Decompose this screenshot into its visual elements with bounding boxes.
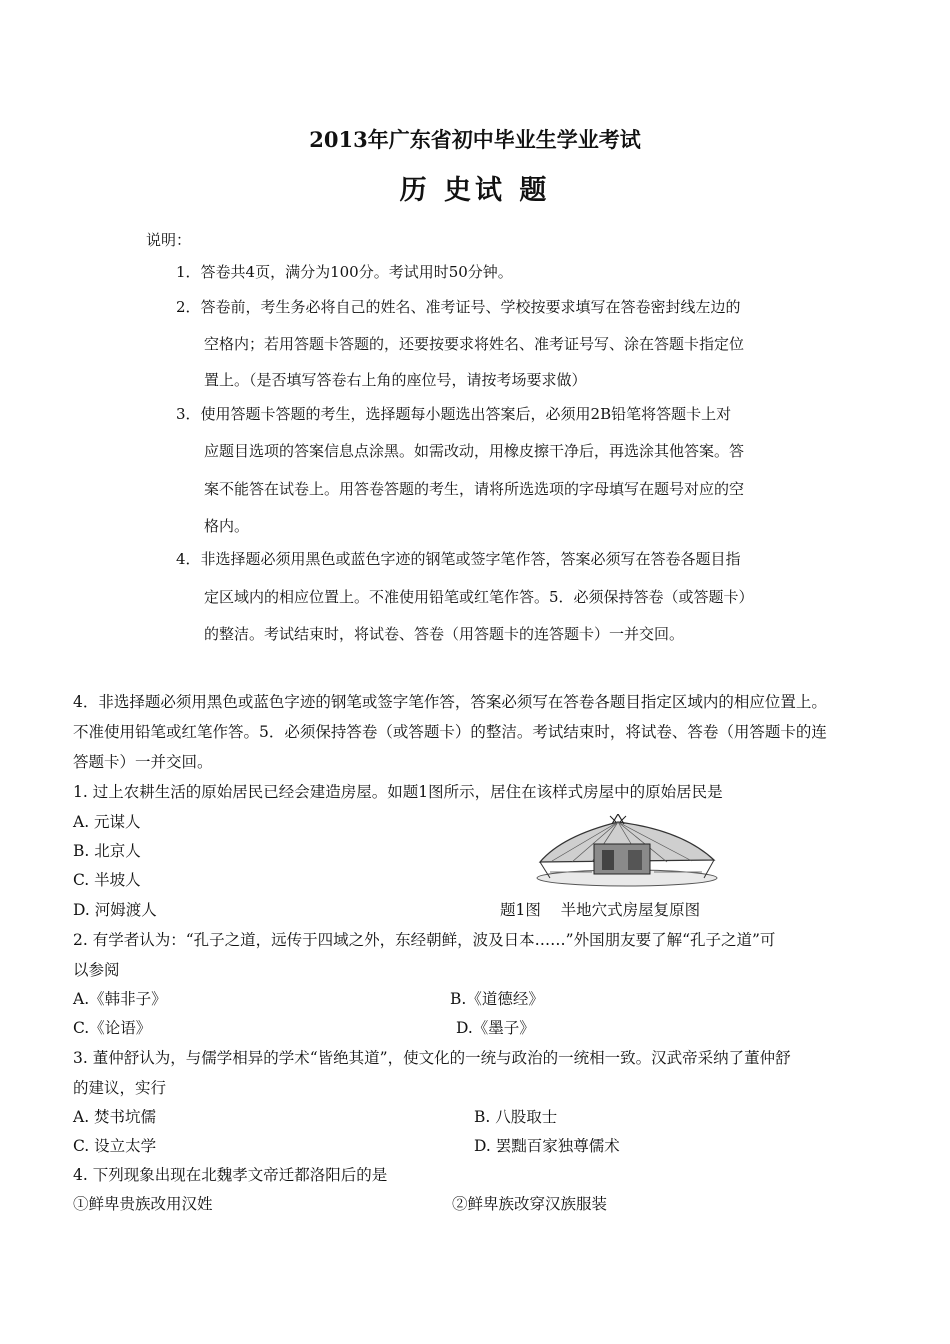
question-2-stem-continued: 以参阅 [73, 961, 120, 979]
repeat-line: 4．非选择题必须用黑色或蓝色字迹的钢笔或签字笔作答，答案必须写在答卷各题目指定区域内的相应位置上。 [73, 693, 827, 711]
semi-subterranean-house-illustration [532, 814, 720, 890]
question-3-option-c: C. 设立太学 [73, 1137, 157, 1155]
instruction-line: 2．答卷前，考生务必将自己的姓名、准考证号、学校按要求填写在答卷密封线左边的 [176, 298, 741, 316]
repeat-line: 不准使用铅笔或红笔作答。5．必须保持答卷（或答题卡）的整洁。考试结束时，将试卷、答卷（用答题卡的连 [73, 723, 827, 741]
instruction-line: 案不能答在试卷上。用答卷答题的考生，请将所选选项的字母填写在题号对应的空 [204, 480, 745, 498]
instruction-line: 的整洁。考试结束时，将试卷、答卷（用答题卡的连答题卡）一并交回。 [204, 625, 685, 643]
instruction-line: 1．答卷共4页，满分为100分。考试用时50分钟。 [176, 263, 513, 281]
instruction-line: 空格内；若用答题卡答题的，还要按要求将姓名、准考证号写、涂在答题卡指定位 [204, 335, 745, 353]
question-2-option-b: B.《道德经》 [450, 990, 544, 1008]
repeat-line: 答题卡）一并交回。 [73, 753, 213, 771]
instructions-label: 说明： [146, 231, 192, 249]
question-3-option-a: A. 焚书坑儒 [73, 1108, 157, 1126]
question-2-option-d: D.《墨子》 [456, 1019, 535, 1037]
question-2-stem: 2. 有学者认为：“孔子之道，远传于四域之外，东经朝鲜，波及日本……”外国朋友要了解“孔子之道”可 [73, 931, 776, 949]
instruction-line: 4．非选择题必须用黑色或蓝色字迹的钢笔或签字笔作答，答案必须写在答卷各题目指 [176, 550, 741, 568]
question-1-option-c: C. 半坡人 [73, 871, 141, 889]
instruction-line: 3．使用答题卡答题的考生，选择题每小题选出答案后，必须用2B铅笔将答题卡上对 [176, 405, 732, 423]
figure-1-caption: 题1图 半地穴式房屋复原图 [500, 901, 701, 919]
question-4-stem: 4. 下列现象出现在北魏孝文帝迁都洛阳后的是 [73, 1166, 388, 1184]
instruction-line: 应题目选项的答案信息点涂黑。如需改动，用橡皮擦干净后，再选涂其他答案。答 [204, 442, 745, 460]
exam-title: 2013年广东省初中毕业生学业考试 [309, 127, 641, 152]
question-1-stem: 1. 过上农耕生活的原始居民已经会建造房屋。如题1图所示，居住在该样式房屋中的原始居民是 [73, 783, 723, 801]
instruction-line: 格内。 [204, 517, 250, 535]
instruction-line: 置上。（是否填写答卷右上角的座位号，请按考场要求做） [204, 371, 587, 389]
question-4-item-1: ①鲜卑贵族改用汉姓 [73, 1195, 213, 1213]
question-2-option-c: C.《论语》 [73, 1019, 152, 1037]
question-3-stem: 3. 董仲舒认为，与儒学相异的学术“皆绝其道”，使文化的一统与政治的一统相一致。汉武帝采纳了董仲舒 [73, 1049, 791, 1067]
question-1-option-b: B. 北京人 [73, 842, 141, 860]
subject-title: 历 史试 题 [399, 175, 551, 206]
question-1-option-d: D. 河姆渡人 [73, 901, 157, 919]
question-3-stem-continued: 的建议，实行 [73, 1079, 167, 1097]
instruction-line: 定区域内的相应位置上。不准使用铅笔或红笔作答。5．必须保持答卷（或答题卡） [204, 588, 754, 606]
question-2-option-a: A.《韩非子》 [73, 990, 167, 1008]
question-3-option-b: B. 八股取士 [474, 1108, 558, 1126]
question-4-item-2: ②鲜卑族改穿汉族服装 [452, 1195, 608, 1213]
question-3-option-d: D. 罢黜百家独尊儒术 [474, 1137, 620, 1155]
question-1-option-a: A. 元谋人 [73, 813, 141, 831]
